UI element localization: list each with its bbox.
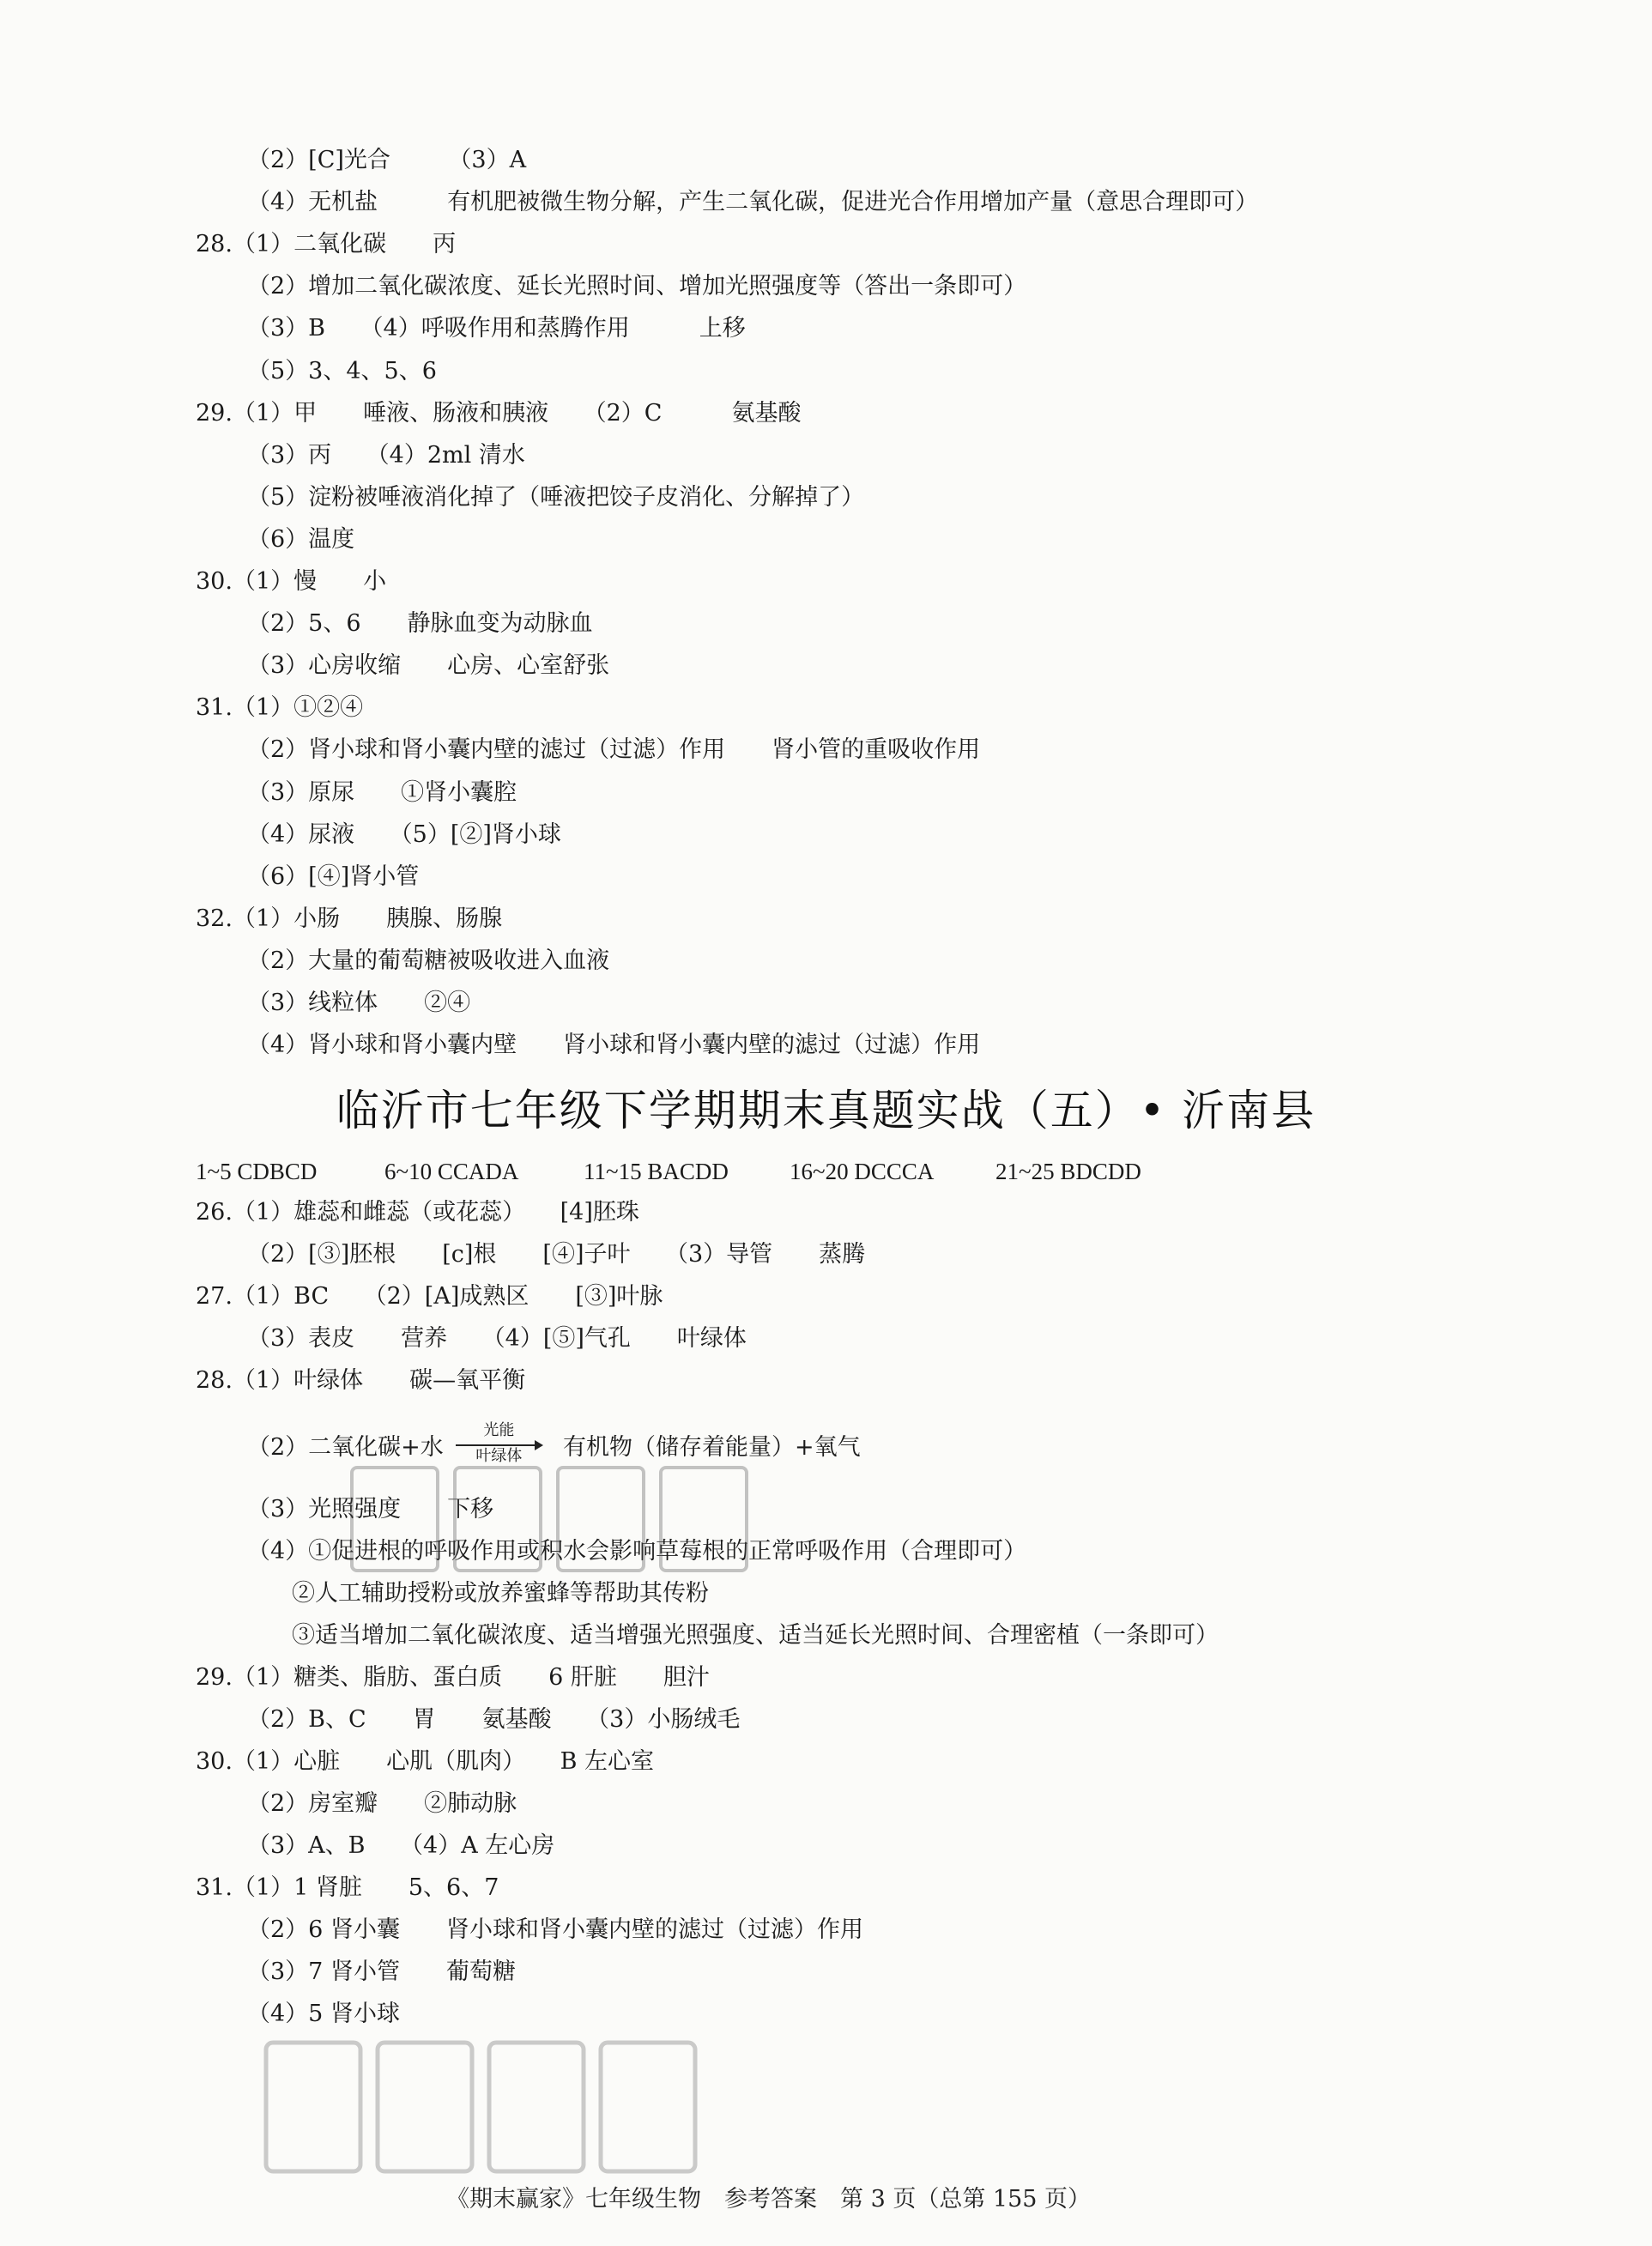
answer-line: ③适当增加二氧化碳浓度、适当增强光照强度、适当延长光照时间、合理密植（一条即可） xyxy=(292,1622,1219,1649)
answer-line: （4）无机盐 有机肥被微生物分解，产生二氧化碳，促进光合作用增加产量（意思合理即可） xyxy=(247,189,1259,216)
answer-line: （4）5 肾小球 xyxy=(247,2001,400,2027)
answer-line: （3）B （4）呼吸作用和蒸腾作用 上移 xyxy=(247,315,746,342)
answer-line: （2）6 肾小囊 肾小球和肾小囊内壁的滤过（过滤）作用 xyxy=(247,1916,863,1943)
answer-line: （2）大量的葡萄糖被吸收进入血液 xyxy=(247,947,610,974)
equation-condition-below: 叶绿体 xyxy=(475,1446,523,1465)
section-title: 临沂市七年级下学期期末真题实战（五）• 沂南县 xyxy=(336,1086,1316,1135)
answer-line: （3）7 肾小管 葡萄糖 xyxy=(247,1958,516,1985)
answer-line: （3）原尿 ①肾小囊腔 xyxy=(247,778,517,806)
answer-line: （6）[④]肾小管 xyxy=(247,863,420,890)
answer-line: 28.（1）叶绿体 碳—氧平衡 xyxy=(196,1367,526,1394)
answer-line: （3）线粒体 ②④ xyxy=(247,990,471,1016)
answer-line: 29.（1）甲 唾液、肠液和胰液 （2）C 氨基酸 xyxy=(196,399,802,427)
answer-line: 32.（1）小肠 胰腺、肠腺 xyxy=(196,905,503,932)
answer-line: （2）增加二氧化碳浓度、延长光照时间、增加光照强度等（答出一条即可） xyxy=(247,273,1027,300)
mc-answer-group: 6~10 CCADA xyxy=(384,1159,519,1184)
answer-line: （2）肾小球和肾小囊内壁的滤过（过滤）作用 肾小管的重吸收作用 xyxy=(247,736,981,764)
reaction-arrow-icon xyxy=(456,1444,542,1446)
watermark-logo xyxy=(343,1446,755,1619)
answer-line: 28.（1）二氧化碳 丙 xyxy=(196,231,457,258)
answer-line: （6）温度 xyxy=(247,525,355,553)
answer-line: 29.（1）糖类、脂肪、蛋白质 6 肝脏 胆汁 xyxy=(196,1664,710,1691)
answer-line: （4）肾小球和肾小囊内壁 肾小球和肾小囊内壁的滤过（过滤）作用 xyxy=(247,1032,981,1059)
answer-line: （3）丙 （4）2ml 清水 xyxy=(247,441,525,469)
equation-prefix: （2）二氧化碳+水 xyxy=(247,1434,444,1461)
mc-answer-group: 16~20 DCCCA xyxy=(790,1159,935,1184)
answer-line: （2）[③]胚根 [c]根 [④]子叶 （3）导管 蒸腾 xyxy=(247,1241,866,1268)
mc-answer-group: 21~25 BDCDD xyxy=(995,1159,1141,1184)
answer-line: （2）B、C 胃 氨基酸 （3）小肠绒毛 xyxy=(247,1706,741,1733)
answer-line: （4）①促进根的呼吸作用或积水会影响草莓根的正常呼吸作用（合理即可） xyxy=(247,1538,1027,1565)
page-footer: 《期末赢家》七年级生物 参考答案 第 3 页（总第 155 页） xyxy=(446,2186,1092,2213)
answer-line: （5）3、4、5、6 xyxy=(247,357,437,384)
equation-suffix: 有机物（储存着能量）+氧气 xyxy=(563,1434,861,1461)
mc-answer-group: 1~5 CDBCD xyxy=(196,1159,318,1184)
answer-line: 31.（1）1 肾脏 5、6、7 xyxy=(196,1874,499,1901)
answer-line: （2）5、6 静脉血变为动脉血 xyxy=(247,610,593,638)
mc-answer-group: 11~15 BACDD xyxy=(584,1159,729,1184)
answer-line: 27.（1）BC （2）[A]成熟区 [③]叶脉 xyxy=(196,1283,663,1310)
answer-line: 26.（1）雄蕊和雌蕊（或花蕊） [4]胚珠 xyxy=(196,1199,639,1226)
equation-condition-above: 光能 xyxy=(483,1420,515,1439)
answer-line: （3）表皮 营养 （4）[⑤]气孔 叶绿体 xyxy=(247,1325,747,1352)
answer-line: （2）房室瓣 ②肺动脉 xyxy=(247,1790,517,1817)
answer-line: 30.（1）心脏 心肌（肌肉） B 左心室 xyxy=(196,1748,655,1775)
answer-line: （3）A、B （4）A 左心房 xyxy=(247,1832,555,1859)
answer-line: ②人工辅助授粉或放养蜜蜂等帮助其传粉 xyxy=(292,1580,709,1607)
answer-line: （3）心房收缩 心房、心室舒张 xyxy=(247,652,610,680)
answer-line: （2）[C]光合 （3）A xyxy=(247,147,527,173)
watermark-logo-large xyxy=(257,2025,704,2192)
answer-line: （5）淀粉被唾液消化掉了（唾液把饺子皮消化、分解掉了） xyxy=(247,483,865,511)
answer-line: （4）尿液 （5）[②]肾小球 xyxy=(247,820,561,848)
answer-line: 31.（1）①②④ xyxy=(196,694,364,722)
answer-line: 30.（1）慢 小 xyxy=(196,568,387,595)
answer-line: （3）光照强度 下移 xyxy=(247,1496,494,1523)
